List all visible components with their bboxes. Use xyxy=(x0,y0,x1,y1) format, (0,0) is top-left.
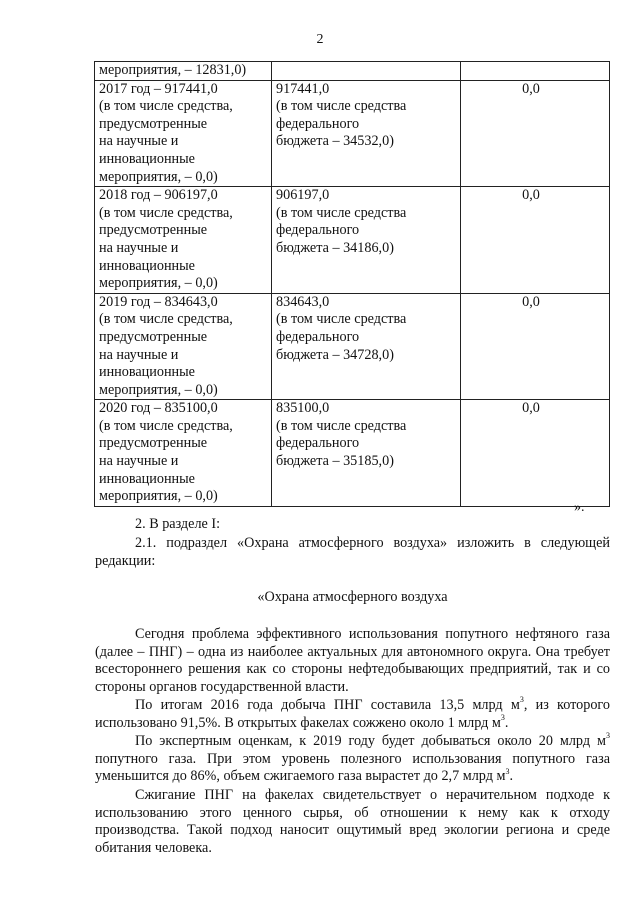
table-cell xyxy=(272,80,461,187)
table-cell xyxy=(95,293,272,400)
cell-line: 834643,0 xyxy=(276,293,330,310)
text-run: . xyxy=(509,768,513,785)
cell-line: предусмотренные xyxy=(99,435,208,452)
paragraph-text: Сжигание ПНГ на факелах свидетельствует о нерачительном подходе к использованию этого ценного сырья, об отношении к нему как к отходу производства. Такой подход наносит ощутимый вред экологии региона и среде обитания человека. xyxy=(95,787,610,857)
table-cell xyxy=(272,293,461,400)
paragraph-3 xyxy=(95,733,610,786)
cell-line: (в том числе средства xyxy=(276,417,407,434)
table-row xyxy=(95,80,610,187)
cell-line: инновационные xyxy=(99,470,195,487)
cell-line: мероприятия, – 0,0) xyxy=(99,168,218,185)
cell-line: 2019 год – 834643,0 xyxy=(99,293,218,310)
paragraph-1 xyxy=(95,626,610,697)
table-cell xyxy=(461,293,610,400)
cell-line: федерального xyxy=(276,435,360,452)
cell-line: предусмотренные xyxy=(99,115,208,132)
cell-line: бюджета – 34186,0) xyxy=(276,239,394,256)
text-run: , из которого использовано 91,5%. В открытых факелах сожжено около 1 млрд м xyxy=(95,697,610,731)
cell-line: на научные и xyxy=(99,239,179,256)
cell-value: 0,0 xyxy=(522,400,540,417)
cell-line: (в том числе средства, xyxy=(99,204,233,221)
table-cell xyxy=(461,187,610,294)
cell-line: инновационные xyxy=(99,150,195,167)
table-cell xyxy=(272,400,461,507)
text-run: По экспертным оценкам, к 2019 году будет добываться около 20 млрд м xyxy=(135,733,606,749)
cell-line: мероприятия, – 0,0) xyxy=(99,381,218,398)
cell-line: (в том числе средства xyxy=(276,204,407,221)
section-item xyxy=(95,516,610,534)
paragraph-4 xyxy=(95,787,610,858)
cell-line: 917441,0 xyxy=(276,80,330,97)
cell-line: бюджета – 34532,0) xyxy=(276,133,394,150)
text-run: . xyxy=(504,714,509,731)
table-cell xyxy=(272,62,461,81)
cell-line: федерального xyxy=(276,328,360,345)
superscript: 3 xyxy=(505,766,510,776)
table-row xyxy=(95,62,610,81)
cell-line: (в том числе средства, xyxy=(99,98,233,115)
cell-line: (в том числе средства, xyxy=(99,417,233,434)
cell-line: инновационные xyxy=(99,364,195,381)
table-cell xyxy=(272,187,461,294)
cell-line: инновационные xyxy=(99,257,195,274)
cell-line: бюджета – 34728,0) xyxy=(276,346,394,363)
section-heading: «Охрана атмосферного воздуха xyxy=(257,589,448,605)
cell-line: 2020 год – 835100,0 xyxy=(99,400,218,417)
funding-table xyxy=(94,61,610,507)
table-row xyxy=(95,400,610,507)
superscript: 3 xyxy=(519,695,524,705)
cell-line: предусмотренные xyxy=(99,222,208,239)
cell-line: на научные и xyxy=(99,453,179,470)
cell-line: 2018 год – 906197,0 xyxy=(99,187,218,204)
subsection-instruction-text: 2.1. подраздел «Охрана атмосферного воздуха» изложить в следующей редакции: xyxy=(95,535,610,569)
paragraph-text: Сегодня проблема эффективного использования попутного нефтяного газа (далее – ПНГ) – одна из наиболее актуальных для автономного округа. Она требует всестороннего решения как со стороны нефтедобывающих предприятий, так и со стороны органов государственной власти. xyxy=(95,626,610,696)
table-cell xyxy=(95,62,272,81)
cell-line: федерального xyxy=(276,115,360,132)
cell-line: мероприятия, – 0,0) xyxy=(99,275,218,292)
cell-value: 0,0 xyxy=(522,80,540,97)
paragraph-text xyxy=(95,733,610,786)
cell-line: мероприятия, – 0,0) xyxy=(99,488,218,505)
paragraph-text xyxy=(95,697,610,732)
text-run: По итогам 2016 года добыча ПНГ составила 13,5 млрд м xyxy=(135,697,520,713)
superscript: 3 xyxy=(606,731,610,741)
cell-line: на научные и xyxy=(99,133,179,150)
page-number: 2 xyxy=(316,32,324,47)
table-cell xyxy=(461,400,610,507)
superscript: 3 xyxy=(500,712,505,722)
cell-line: (в том числе средства, xyxy=(99,311,233,328)
closing-quote: ». xyxy=(574,500,585,515)
table-cell xyxy=(95,400,272,507)
table-cell xyxy=(461,80,610,187)
section-heading-block xyxy=(95,589,610,607)
table-cell xyxy=(95,187,272,294)
cell-line: бюджета – 35185,0) xyxy=(276,453,394,470)
table-cell xyxy=(95,80,272,187)
cell-line: (в том числе средства xyxy=(276,311,407,328)
subsection-instruction xyxy=(95,535,610,570)
paragraph-2 xyxy=(95,697,610,732)
cell-line: (в том числе средства xyxy=(276,98,407,115)
section-item-text: 2. В разделе I: xyxy=(135,516,221,532)
cell-line: на научные и xyxy=(99,346,179,363)
table-row xyxy=(95,187,610,294)
text-run: попутного газа. При этом уровень полезного использования попутного газа уменьшится до 86%, объем сжигаемого газа вырастет до 2,7 млрд м xyxy=(95,750,610,785)
cell-value: 0,0 xyxy=(522,187,540,204)
cell-line: 835100,0 xyxy=(276,400,330,417)
cell-line: 2017 год – 917441,0 xyxy=(99,80,218,97)
table-row xyxy=(95,293,610,400)
cell-line: мероприятия, – 12831,0) xyxy=(99,62,247,78)
table-cell xyxy=(461,62,610,81)
cell-value: 0,0 xyxy=(522,293,540,310)
cell-line: федерального xyxy=(276,222,360,239)
cell-line: предусмотренные xyxy=(99,328,208,345)
cell-line: 906197,0 xyxy=(276,187,330,204)
